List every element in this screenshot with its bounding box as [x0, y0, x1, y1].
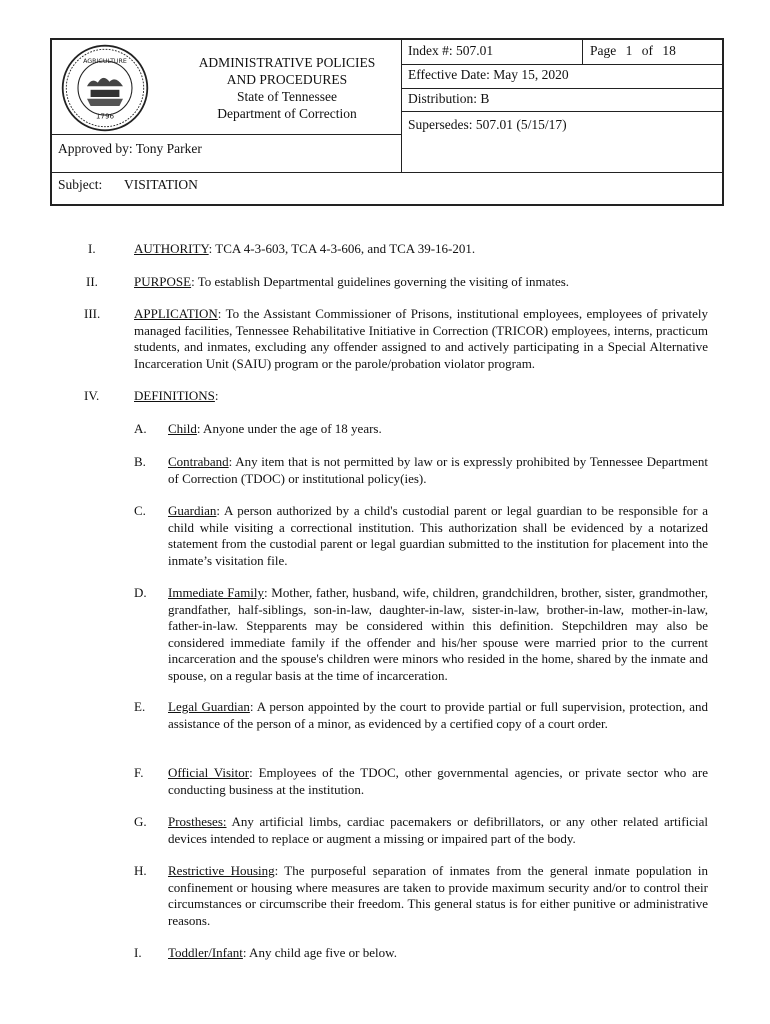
definition-letter: F.	[134, 765, 144, 780]
definition-item	[168, 945, 708, 962]
definition-letter: E.	[134, 699, 146, 714]
definition-letter: A.	[134, 421, 147, 436]
section-authority	[134, 241, 708, 258]
definition-term: Child	[168, 421, 197, 436]
definition-term: Contraband	[168, 454, 229, 469]
index-number: Index #: 507.01	[408, 43, 494, 58]
section-definitions	[134, 388, 708, 405]
seal-text-agriculture: AGRICULTURE	[83, 57, 127, 65]
section-text: : To establish Departmental guidelines governing the visiting of inmates.	[191, 274, 570, 289]
header-title	[152, 54, 422, 122]
definition-term: Legal Guardian	[168, 699, 250, 714]
section-text: : TCA 4-3-603, TCA 4-3-606, and TCA 39-16-201.	[208, 241, 476, 256]
definition-item	[168, 585, 708, 684]
section-application	[134, 306, 708, 372]
section-number: IV.	[84, 388, 100, 403]
definition-item	[168, 454, 708, 487]
section-number: III.	[84, 306, 101, 321]
definition-term: Official Visitor	[168, 765, 250, 780]
effective-date: Effective Date: May 15, 2020	[408, 67, 569, 82]
definition-text: : A person authorized by a child's custodial parent or legal guardian to be responsible for a child while visiting a correctional institution. This authorization shall be evidenced by a notarized statement from the custodial parent or legal guardian submitted to the institution for placement into the inmate’s visitation file.	[168, 503, 708, 568]
section-heading: DEFINITIONS	[134, 388, 215, 403]
section-text: : To the Assistant Commissioner of Prisons, institutional employees, employees of privately managed facilities, Tennessee Rehabilitative Initiative in Correction (TRICOR) employees, interns, practicum students, and inmates, excluding any offender assigned to and actively participating in a Special Alternative Incarceration Unit (SAIU) program or the parole/probation violator program.	[134, 306, 708, 371]
definition-letter: B.	[134, 454, 146, 469]
header-divider-h2	[401, 88, 724, 89]
header-divider-page	[582, 40, 583, 64]
definition-letter: C.	[134, 503, 146, 518]
title-line-3: State of Tennessee	[236, 89, 338, 104]
supersedes: Supersedes: 507.01 (5/15/17)	[408, 117, 567, 132]
tennessee-state-seal-icon	[60, 43, 150, 133]
definition-item	[168, 421, 708, 438]
policy-header-table	[50, 38, 724, 206]
approved-by: Approved by: Tony Parker	[58, 141, 202, 156]
section-heading: APPLICATION	[134, 306, 218, 321]
header-divider-subject	[52, 172, 724, 173]
section-heading: AUTHORITY	[134, 241, 209, 256]
section-number: I.	[88, 241, 96, 256]
title-line-1: ADMINISTRATIVE POLICIES	[198, 55, 376, 70]
definition-text: : Any item that is not permitted by law or is expressly prohibited by Tennessee Department of Correction (TDOC) or institutional policy(ies).	[168, 454, 708, 486]
definition-text: : Mother, father, husband, wife, children, grandchildren, brother, sister, grandmother, grandfather, half-siblings, son-in-law, daughter-in-law, sister-in-law, brother-in-law, mother-in-law, father-in-law. Stepparents may be considered within this definition. Stepchildren may also be considered immediate family if the offender and his/her spouse were married prior to the current incarceration and the spouse's children were minors who resided in the home, shared by the inmate and spouse, on a regular basis at the time of incarceration.	[168, 585, 709, 683]
definition-item	[168, 503, 708, 569]
definition-text: : Anyone under the age of 18 years.	[196, 421, 382, 436]
header-divider-h3	[401, 111, 724, 112]
definition-item	[168, 863, 708, 929]
definition-text: Any artificial limbs, cardiac pacemakers or defibrillators, or any other related artificial devices intended to replace or augment a missing or impaired part of the body.	[168, 814, 708, 846]
seal-text-year: 1796	[95, 111, 115, 121]
title-line-2: AND PROCEDURES	[226, 72, 348, 87]
section-number: II.	[86, 274, 98, 289]
definition-term: Restrictive Housing	[168, 863, 275, 878]
definition-text: : A person appointed by the court to provide partial or full supervision, protection, and assistance of the person of a minor, as evidenced by a certified copy of a court order.	[168, 699, 708, 731]
definition-item	[168, 765, 708, 798]
section-purpose	[134, 274, 708, 291]
definition-item	[168, 814, 708, 847]
definition-letter: G.	[134, 814, 147, 829]
page-number: Page 1 of 18	[590, 43, 676, 58]
definition-term: Guardian	[168, 503, 217, 518]
subject-value: VISITATION	[124, 177, 198, 192]
definition-item	[168, 699, 708, 732]
definition-letter: D.	[134, 585, 147, 600]
definition-term: Immediate Family	[168, 585, 265, 600]
distribution: Distribution: B	[408, 91, 490, 106]
definition-text: : The purposeful separation of inmates from the general inmate population in confinement or housing where measures are taken to provide maximum security and/or to control their circumstances or circumscribe their freedom. This general status is for either punitive or administrative reasons.	[168, 863, 708, 928]
header-divider-h1	[401, 64, 724, 65]
definition-letter: H.	[134, 863, 147, 878]
definition-letter: I.	[134, 945, 142, 960]
section-text: :	[214, 388, 219, 403]
section-heading: PURPOSE	[134, 274, 192, 289]
definition-term: Prostheses:	[168, 814, 227, 829]
definition-text: : Employees of the TDOC, other governmental agencies, or private sector who are conducting business at the institution.	[168, 765, 708, 797]
subject-label: Subject:	[58, 177, 103, 192]
title-line-4: Department of Correction	[217, 106, 357, 121]
definition-term: Toddler/Infant	[168, 945, 243, 960]
header-divider-approved	[52, 134, 401, 135]
definition-text: : Any child age five or below.	[242, 945, 397, 960]
